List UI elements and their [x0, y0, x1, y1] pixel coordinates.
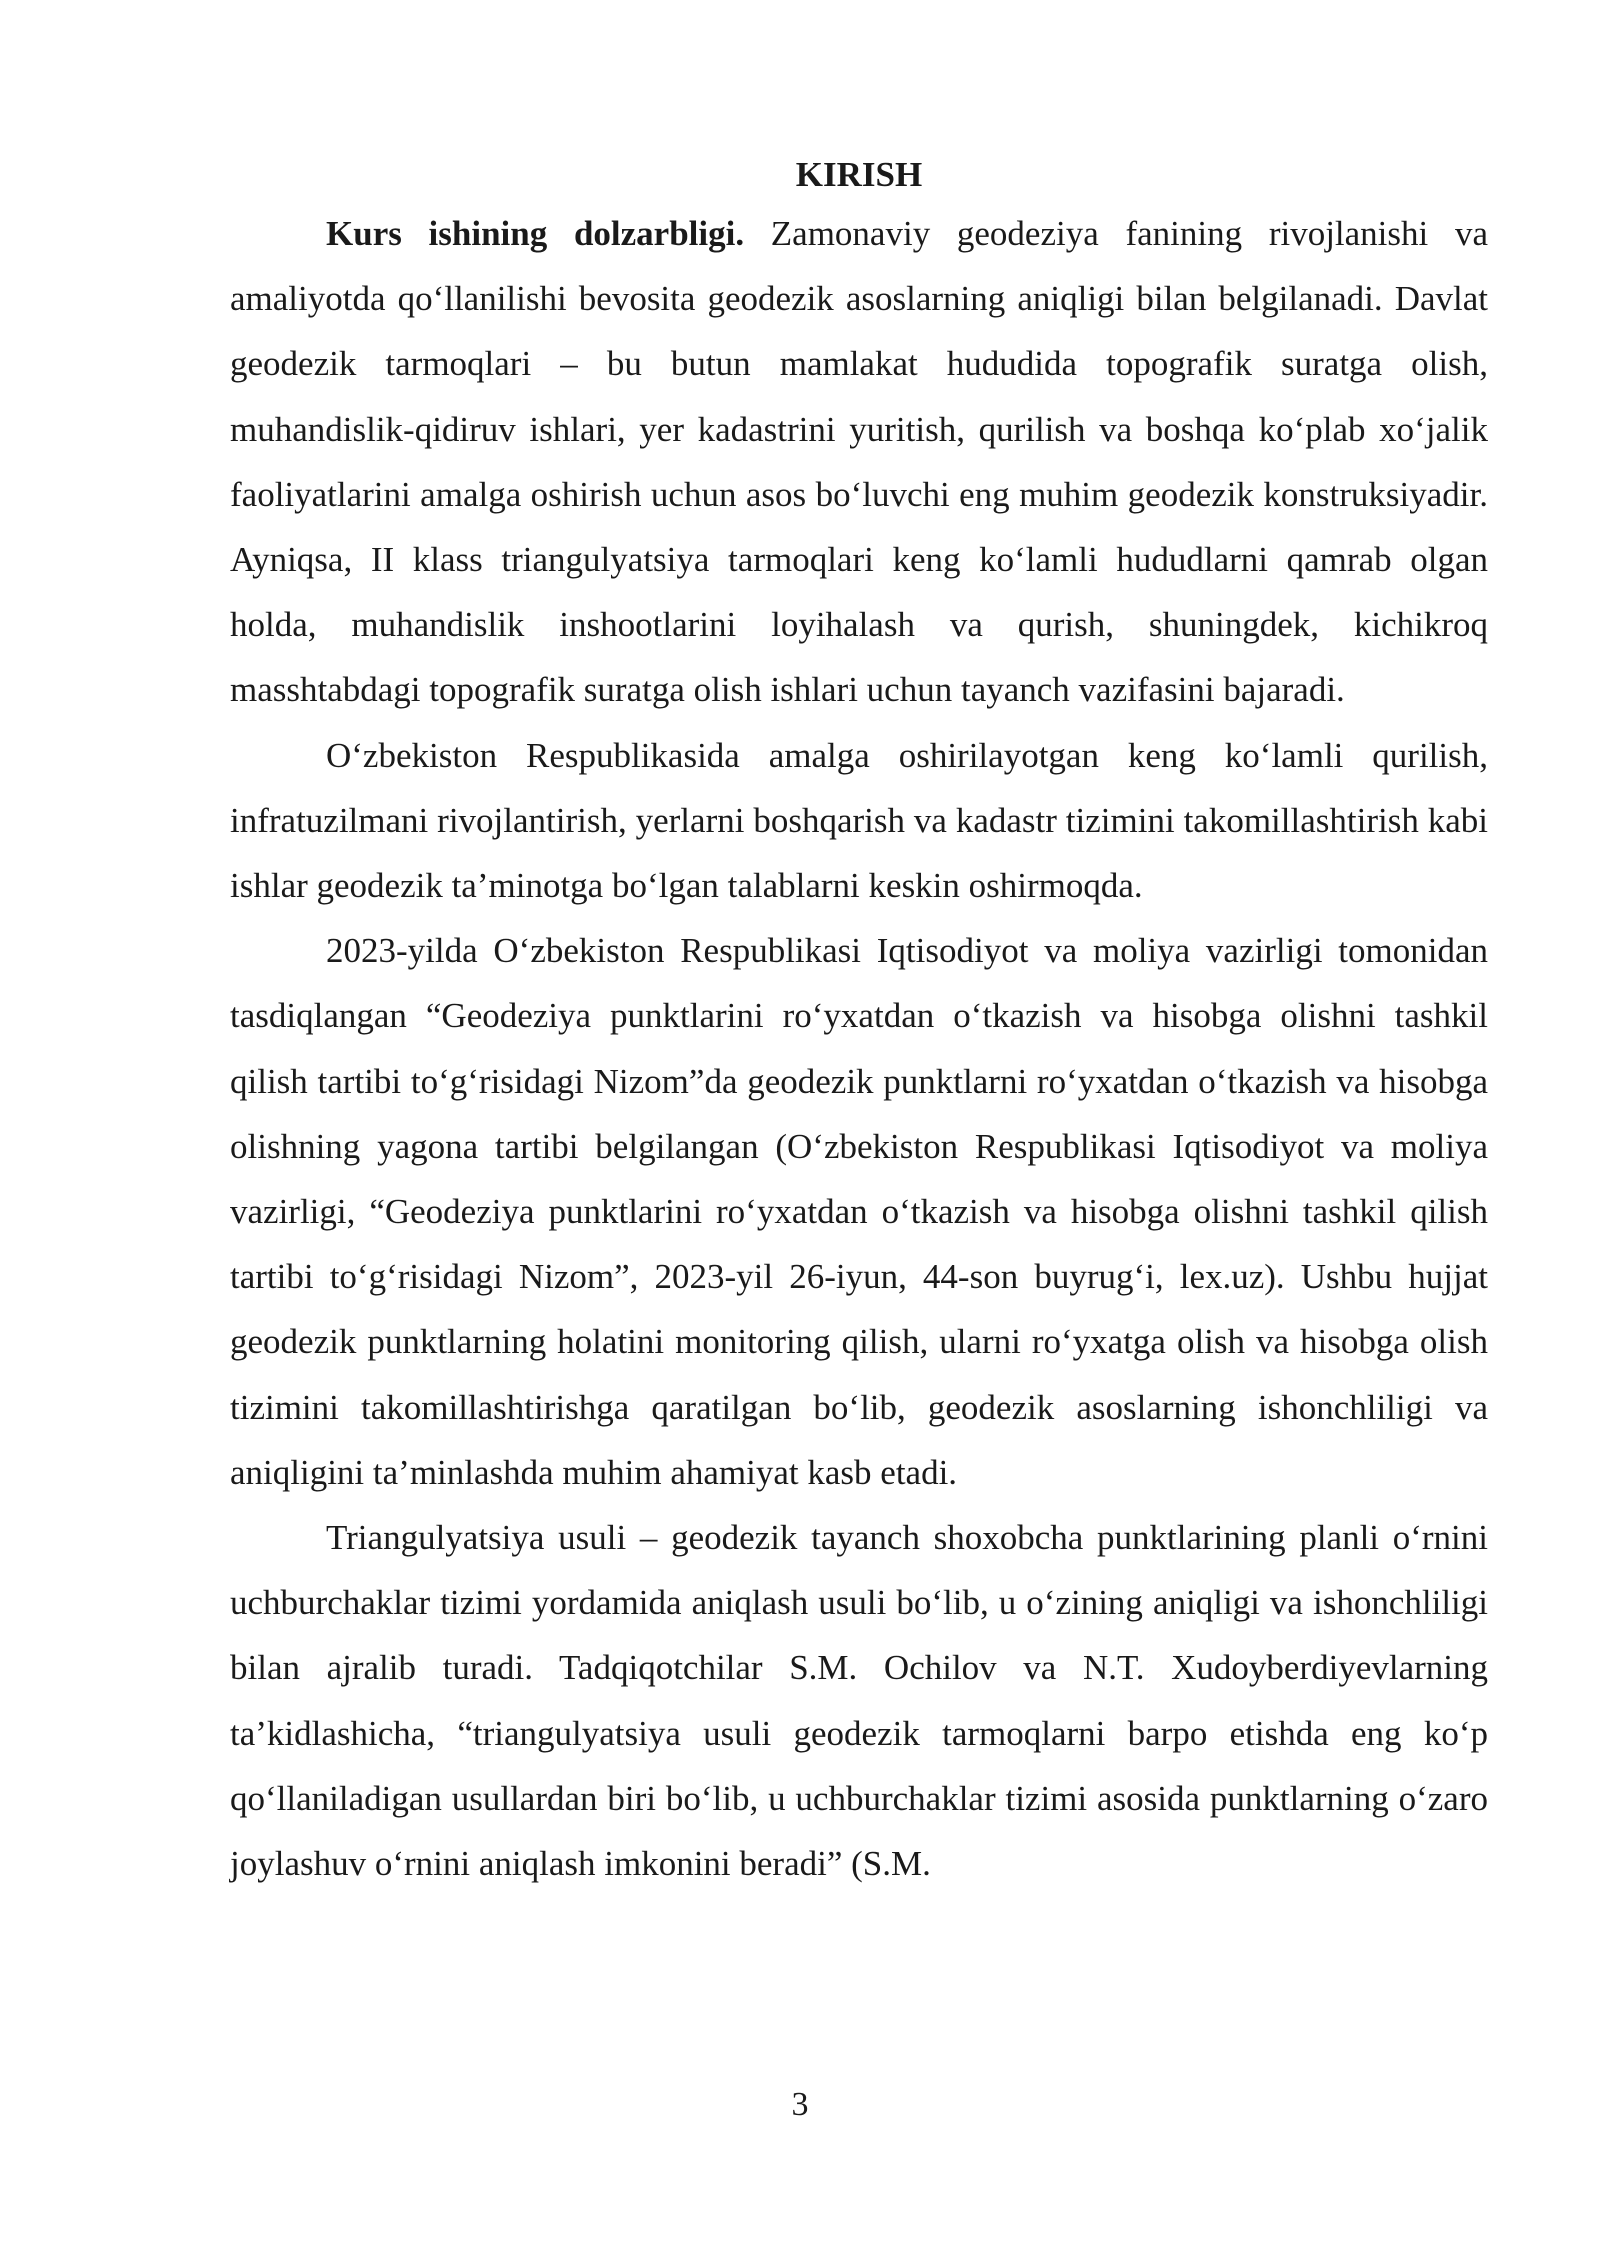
paragraph-regulation: 2023-yilda O‘zbekiston Respublikasi Iqtisodiyot va moliya vazirligi tomonidan tasdiqlangan “Geodeziya punktlarini ro‘yxatdan o‘tkazish va hisobga olishni tashkil qilish tartibi to‘g‘risidagi Nizom”da geodezik punktlarni ro‘yxatdan o‘tkazish va hisobga olishning yagona tartibi belgilangan (O‘zbekiston Respublikasi Iqtisodiyot va moliya vazirligi, “Geodeziya punktlarini ro‘yxatdan o‘tkazish va hisobga olishni tashkil qilish tartibi to‘g‘risidagi Nizom”, 2023-yil 26-iyun, 44-son buyrug‘i, lex.uz). Ushbu hujjat geodezik punktlarning holatini monitoring qilish, ularni ro‘yxatga olish va hisobga olish tizimini takomillashtirishga qaratilgan bo‘lib, geodezik asoslarning ishonchliligi va aniqligini ta’minlashda muhim ahamiyat kasb etadi.: [230, 931, 1488, 1492]
paragraph-construction: O‘zbekiston Respublikasida amalga oshirilayotgan keng ko‘lamli qurilish, infratuzilmani rivojlantirish, yerlarni boshqarish va kadastr tizimini takomillashtirish kabi ishlar geodezik ta’minotga bo‘lgan talablarni keskin oshirmoqda.: [230, 735, 1488, 906]
paragraph-text: Zamonaviy geodeziya fanining rivojlanishi va amaliyotda qo‘llanilishi bevosita geodezik asoslarning aniqligi bilan belgilanadi. Davlat geodezik tarmoqlari – bu butun mamlakat hududida topografik suratga olish, muhandislik-qidiruv ishlari, yer kadastrini yuritish, qurilish va boshqa ko‘plab xo‘jalik faoliyatlarini amalga oshirish uchun asos bo‘luvchi eng muhim geodezik konstruksiyadir. Ayniqsa, II klass triangulyatsiya tarmoqlari keng ko‘lamli hududlarni qamrab olgan holda, muhandislik inshootlarini loyihalash va qurish, shuningdek, kichikroq masshtabdagi topografik suratga olish ishlari uchun tayanch vazifasini bajaradi.: [230, 214, 1488, 710]
page-number: 3: [791, 2086, 809, 2123]
paragraph-relevance: [230, 201, 1488, 723]
document-page: [230, 150, 1488, 1896]
paragraph-triangulation: Triangulyatsiya usuli – geodezik tayanch shoxobcha punktlarining planli o‘rnini uchburchaklar tizimi yordamida aniqlash usuli bo‘lib, u o‘zining aniqligi va ishonchliligi bilan ajralib turadi. Tadqiqotchilar S.M. Ochilov va N.T. Xudoyberdiyevlarning ta’kidlashicha, “triangulyatsiya usuli geodezik tarmoqlarni barpo etishda eng ko‘p qo‘llaniladigan usullardan biri bo‘lib, u uchburchaklar tizimi asosida punktlarning o‘zaro joylashuv o‘rnini aniqlash imkonini beradi” (S.M.: [230, 1518, 1488, 1884]
section-heading: KIRISH: [795, 155, 923, 194]
paragraph-lead: Kurs ishining dolzarbligi.: [326, 214, 745, 253]
